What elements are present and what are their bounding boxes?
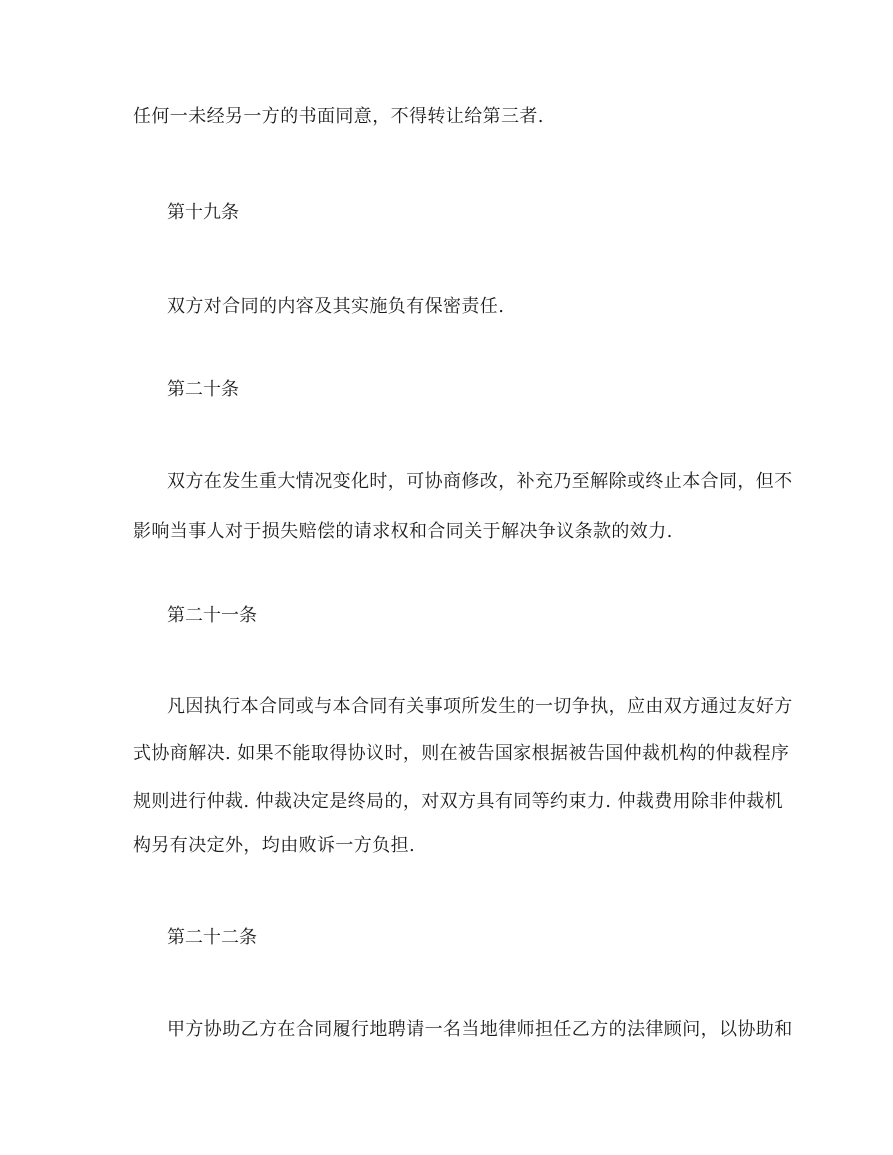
article-21-paragraph-line-1: 凡因执行本合同或与本合同有关事项所发生的一切争执，应由双方通过友好方	[167, 696, 793, 717]
article-22-heading: 第二十二条	[167, 927, 257, 948]
article-20-paragraph-line-1: 双方在发生重大情况变化时，可协商修改，补充乃至解除或终止本合同，但不	[167, 471, 793, 492]
article-20-heading: 第二十条	[167, 379, 239, 400]
article-21-paragraph-line-4: 构另有决定外，均由败诉一方负担.	[133, 835, 416, 856]
article-21-paragraph-line-2: 式协商解决. 如果不能取得协议时，则在被告国家根据被告国仲裁机构的仲裁程序	[133, 743, 790, 764]
article-19-paragraph: 双方对合同的内容及其实施负有保密责任.	[167, 296, 505, 317]
article-21-heading: 第二十一条	[167, 605, 257, 626]
article-22-paragraph-line-1: 甲方协助乙方在合同履行地聘请一名当地律师担任乙方的法律顾问，以协助和	[167, 1019, 793, 1040]
article-21-paragraph-line-3: 规则进行仲裁. 仲裁决定是终局的，对双方具有同等约束力. 仲裁费用除非仲裁机	[133, 791, 784, 812]
article-20-paragraph-line-2: 影响当事人对于损失赔偿的请求权和合同关于解决争议条款的效力.	[133, 521, 673, 542]
carry-over-paragraph: 任何一未经另一方的书面同意，不得转让给第三者.	[133, 106, 544, 127]
article-19-heading: 第十九条	[167, 202, 239, 223]
